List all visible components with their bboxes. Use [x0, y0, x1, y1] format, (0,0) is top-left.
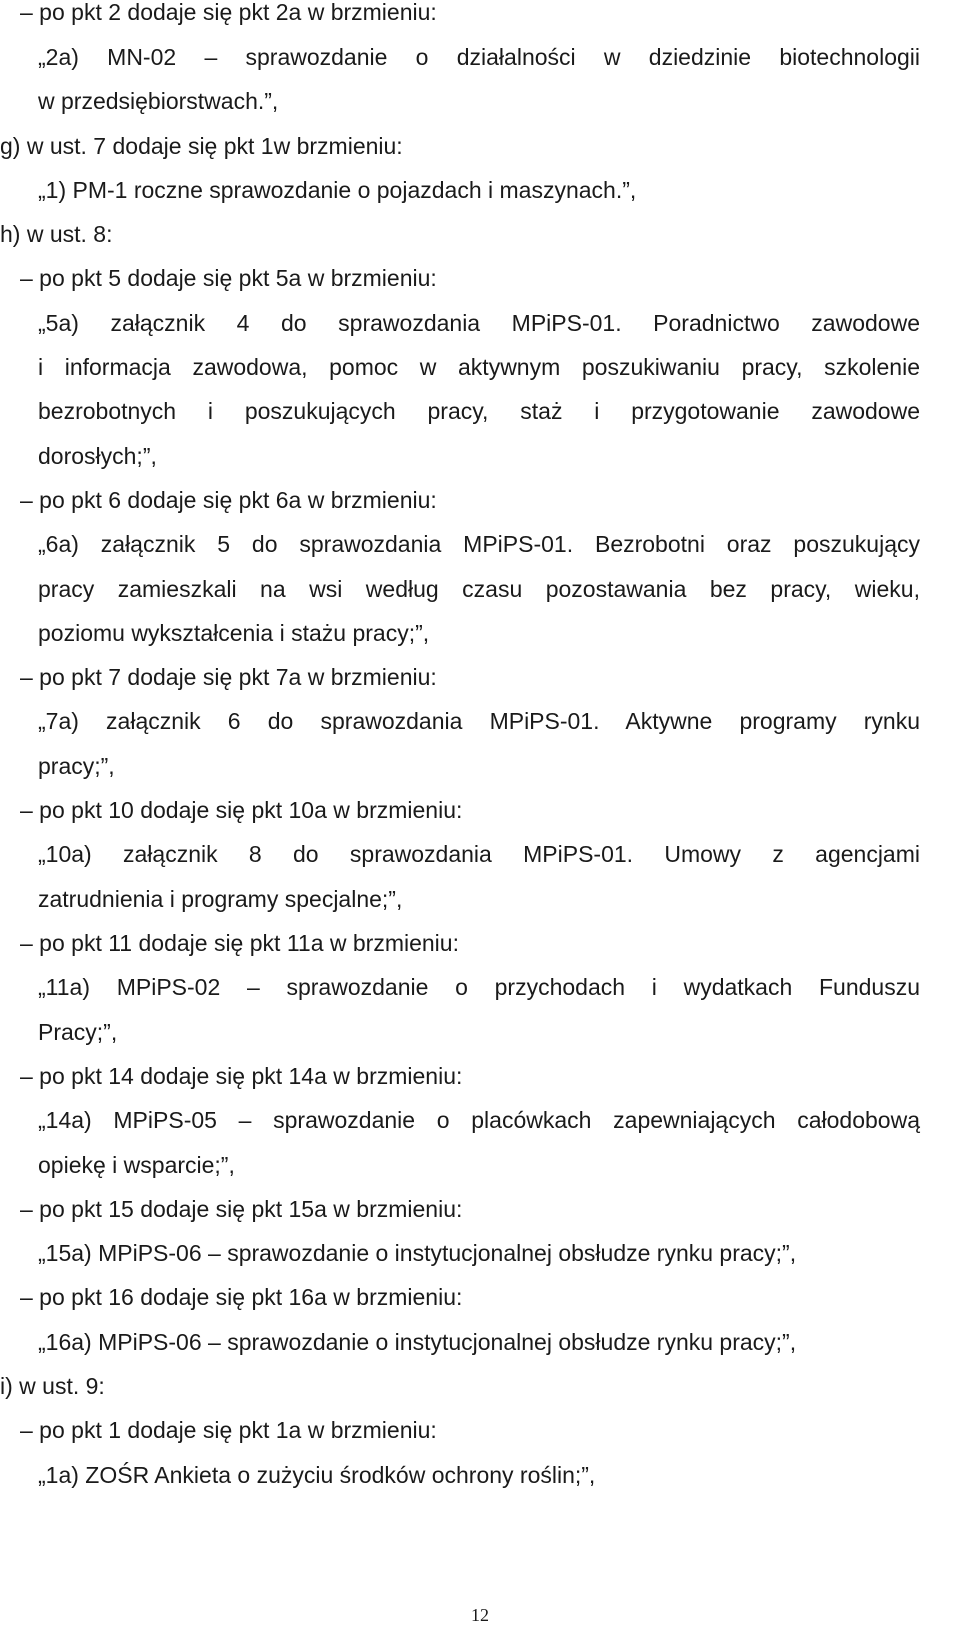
text-line: – po pkt 15 dodaje się pkt 15a w brzmieniu:: [20, 1196, 463, 1222]
text-line: dorosłych;”,: [38, 443, 157, 469]
text-line: „6a) załącznik 5 do sprawozdania MPiPS-01. Bezrobotni oraz poszukujący: [38, 531, 920, 557]
page-number: 12: [471, 1605, 489, 1625]
text-line: i informacja zawodowa, pomoc w aktywnym poszukiwaniu pracy, szkolenie: [38, 354, 920, 380]
text-line: pracy zamieszkali na wsi według czasu pozostawania bez pracy, wieku,: [38, 576, 920, 602]
text-line: „16a) MPiPS-06 – sprawozdanie o instytucjonalnej obsłudze rynku pracy;”,: [38, 1329, 797, 1355]
text-line: „1) PM-1 roczne sprawozdanie o pojazdach i maszynach.”,: [38, 177, 637, 203]
text-line: – po pkt 2 dodaje się pkt 2a w brzmieniu:: [20, 0, 437, 25]
text-line: poziomu wykształcenia i stażu pracy;”,: [38, 620, 430, 646]
text-line: – po pkt 7 dodaje się pkt 7a w brzmieniu:: [20, 664, 437, 690]
text-line: „1a) ZOŚR Ankieta o zużyciu środków ochrony roślin;”,: [38, 1462, 596, 1488]
text-line: h) w ust. 8:: [0, 221, 113, 247]
text-line: – po pkt 6 dodaje się pkt 6a w brzmieniu:: [20, 487, 437, 513]
text-line: – po pkt 1 dodaje się pkt 1a w brzmieniu:: [20, 1417, 437, 1443]
text-line: – po pkt 14 dodaje się pkt 14a w brzmieniu:: [20, 1063, 463, 1089]
text-line: „15a) MPiPS-06 – sprawozdanie o instytucjonalnej obsłudze rynku pracy;”,: [38, 1240, 797, 1266]
text-line: w przedsiębiorstwach.”,: [38, 88, 279, 114]
text-line: „11a) MPiPS-02 – sprawozdanie o przychodach i wydatkach Funduszu: [38, 974, 920, 1000]
text-line: – po pkt 16 dodaje się pkt 16a w brzmieniu:: [20, 1284, 463, 1310]
text-line: „7a) załącznik 6 do sprawozdania MPiPS-01. Aktywne programy rynku: [38, 708, 920, 734]
text-line: – po pkt 11 dodaje się pkt 11a w brzmieniu:: [20, 930, 459, 956]
text-line: „10a) załącznik 8 do sprawozdania MPiPS-01. Umowy z agencjami: [38, 841, 920, 867]
text-line: bezrobotnych i poszukujących pracy, staż i przygotowanie zawodowe: [38, 398, 920, 424]
text-line: – po pkt 5 dodaje się pkt 5a w brzmieniu:: [20, 265, 437, 291]
text-line: „5a) załącznik 4 do sprawozdania MPiPS-01. Poradnictwo zawodowe: [38, 310, 920, 336]
text-line: pracy;”,: [38, 753, 115, 779]
text-line: g) w ust. 7 dodaje się pkt 1w brzmieniu:: [0, 133, 403, 159]
text-line: zatrudnienia i programy specjalne;”,: [38, 886, 403, 912]
text-line: – po pkt 10 dodaje się pkt 10a w brzmieniu:: [20, 797, 463, 823]
text-line: i) w ust. 9:: [0, 1373, 105, 1399]
text-line: „2a) MN-02 – sprawozdanie o działalności w dziedzinie biotechnologii: [38, 44, 920, 70]
text-line: „14a) MPiPS-05 – sprawozdanie o placówkach zapewniających całodobową: [38, 1107, 920, 1133]
text-line: opiekę i wsparcie;”,: [38, 1152, 235, 1178]
text-line: Pracy;”,: [38, 1019, 118, 1045]
